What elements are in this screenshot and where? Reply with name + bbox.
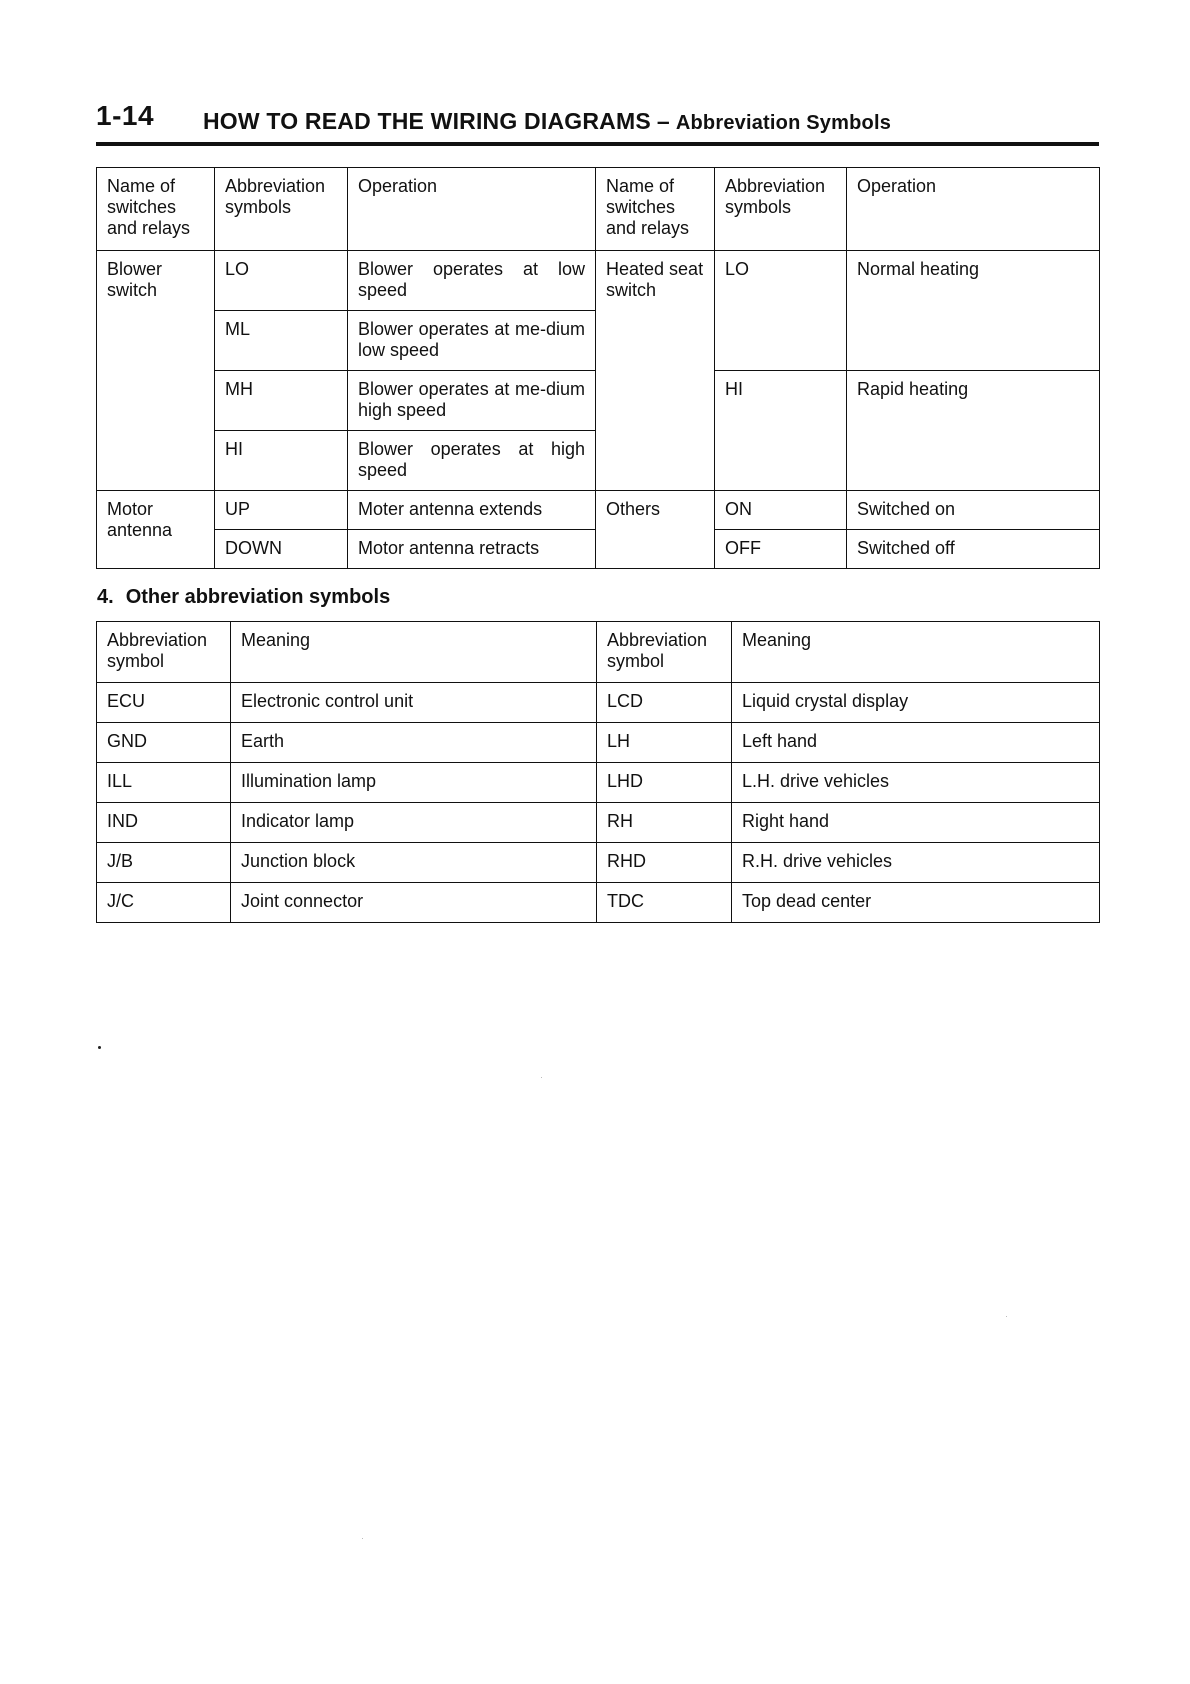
meaning-cell: L.H. drive vehicles	[732, 763, 1100, 803]
scan-speck	[541, 1077, 542, 1078]
page-header	[96, 100, 1099, 146]
section-title: Other abbreviation symbols	[125, 586, 391, 608]
group-name-blower: Blower switch	[97, 251, 215, 491]
abbr-cell: LCD	[597, 683, 732, 723]
title-separator: –	[656, 108, 670, 134]
header-meaning: Meaning	[732, 622, 1100, 683]
abbr-cell: LHD	[597, 763, 732, 803]
table-row	[97, 251, 1100, 311]
meaning-cell: Illumination lamp	[231, 763, 597, 803]
abbr-cell: ILL	[97, 763, 231, 803]
abbr-cell: ECU	[97, 683, 231, 723]
meaning-cell: Left hand	[732, 723, 1100, 763]
page-number: 1-14	[96, 100, 155, 131]
operation-cell: Blower operates at me-dium low speed	[348, 311, 596, 371]
page-subtitle: Abbreviation Symbols	[675, 112, 892, 134]
header-symbol: Abbreviation symbol	[597, 622, 732, 683]
abbr-cell: J/C	[97, 883, 231, 923]
other-abbreviation-table	[96, 621, 1100, 923]
abbr-cell: ON	[715, 491, 847, 530]
abbr-cell: LH	[597, 723, 732, 763]
meaning-cell: Joint connector	[231, 883, 597, 923]
operation-cell: Moter antenna extends	[348, 491, 596, 530]
abbr-cell: HI	[715, 371, 847, 491]
operation-cell: Blower operates at me-dium high speed	[348, 371, 596, 431]
operation-cell: Rapid heating	[847, 371, 1100, 491]
abbr-cell: J/B	[97, 843, 231, 883]
header-name: Name of switches and relays	[97, 168, 215, 251]
abbr-cell: HI	[215, 431, 348, 491]
header-symbol: Abbreviation symbol	[97, 622, 231, 683]
table-row	[97, 883, 1100, 923]
section-number: 4.	[97, 586, 114, 608]
scan-dot	[98, 1046, 101, 1049]
operation-cell: Switched off	[847, 530, 1100, 569]
group-name-others: Others	[596, 491, 715, 569]
scan-speck	[1006, 1316, 1007, 1317]
operation-cell: Switched on	[847, 491, 1100, 530]
table-row	[97, 723, 1100, 763]
abbr-cell: ML	[215, 311, 348, 371]
table-header-row	[97, 622, 1100, 683]
meaning-cell: Electronic control unit	[231, 683, 597, 723]
operation-cell: Blower operates at low speed	[348, 251, 596, 311]
table-row	[97, 491, 1100, 530]
header-operation: Operation	[348, 168, 596, 251]
page-title	[203, 108, 891, 135]
abbr-cell: MH	[215, 371, 348, 431]
section-heading	[97, 586, 390, 609]
header-abbr: Abbreviation symbols	[715, 168, 847, 251]
meaning-cell: Right hand	[732, 803, 1100, 843]
operation-cell: Motor antenna retracts	[348, 530, 596, 569]
header-operation: Operation	[847, 168, 1100, 251]
page-title-main: HOW TO READ THE WIRING DIAGRAMS	[203, 108, 651, 134]
abbr-cell: LO	[715, 251, 847, 371]
table-header-row	[97, 168, 1100, 251]
table-row	[97, 683, 1100, 723]
header-abbr: Abbreviation symbols	[215, 168, 348, 251]
meaning-cell: Liquid crystal display	[732, 683, 1100, 723]
abbr-cell: RHD	[597, 843, 732, 883]
operation-cell: Normal heating	[847, 251, 1100, 371]
header-name: Name of switches and relays	[596, 168, 715, 251]
table-row	[97, 843, 1100, 883]
header-meaning: Meaning	[231, 622, 597, 683]
operation-cell: Blower operates at high speed	[348, 431, 596, 491]
abbr-cell: UP	[215, 491, 348, 530]
abbr-cell: IND	[97, 803, 231, 843]
table-row	[97, 763, 1100, 803]
meaning-cell: Earth	[231, 723, 597, 763]
abbr-cell: TDC	[597, 883, 732, 923]
meaning-cell: Top dead center	[732, 883, 1100, 923]
group-name-heated-seat: Heated seat switch	[596, 251, 715, 491]
group-name-motor-antenna: Motor antenna	[97, 491, 215, 569]
meaning-cell: Junction block	[231, 843, 597, 883]
switch-abbreviation-table	[96, 167, 1100, 569]
abbr-cell: RH	[597, 803, 732, 843]
meaning-cell: Indicator lamp	[231, 803, 597, 843]
abbr-cell: DOWN	[215, 530, 348, 569]
scan-speck	[362, 1538, 363, 1539]
table-row	[97, 803, 1100, 843]
meaning-cell: R.H. drive vehicles	[732, 843, 1100, 883]
abbr-cell: OFF	[715, 530, 847, 569]
abbr-cell: LO	[215, 251, 348, 311]
abbr-cell: GND	[97, 723, 231, 763]
